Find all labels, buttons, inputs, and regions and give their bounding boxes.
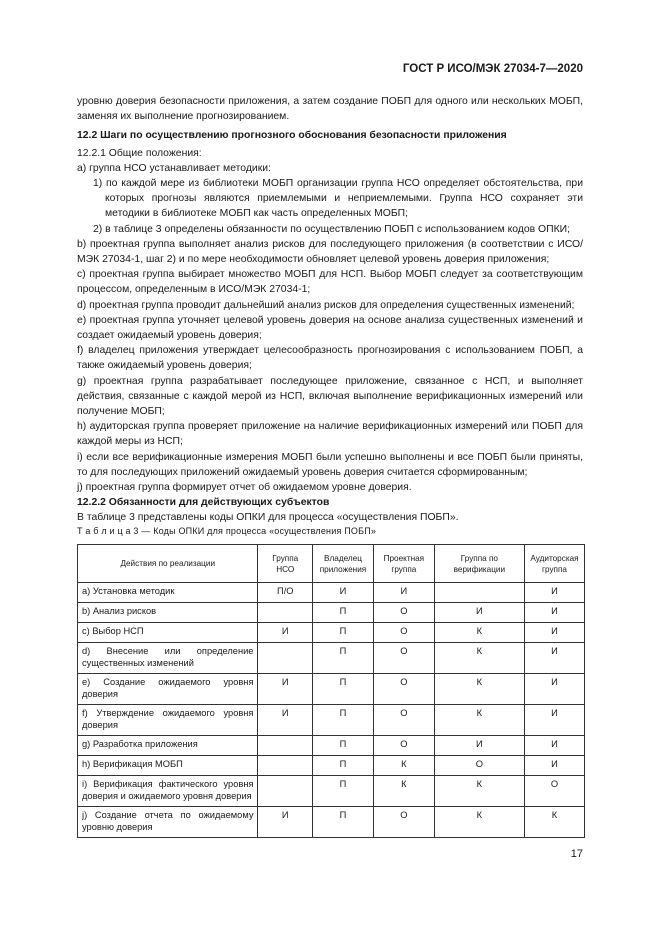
header-actions: Действия по реализации xyxy=(78,545,258,583)
table-header-row xyxy=(78,545,585,583)
table-row xyxy=(78,705,585,736)
table-row xyxy=(78,807,585,838)
table-cell-code: И xyxy=(434,603,524,623)
item-c: c) проектная группа выбирает множество МОБП для НСП. Выбор МОБП следует за соответствующим процессом, определенным в ИСО/МЭК 27034-1; xyxy=(77,269,583,296)
table-3 xyxy=(77,544,585,838)
table-cell-code xyxy=(258,603,313,623)
section-heading-12-2: 12.2 Шаги по осуществлению прогнозного обоснования безопасности приложения xyxy=(77,130,507,142)
table-cell-action: i) Верификация фактического уровня доверия и ожидаемого уровня доверия xyxy=(78,776,258,807)
table-cell-code xyxy=(258,776,313,807)
table-cell-code: О xyxy=(373,603,434,623)
table-row xyxy=(78,643,585,674)
table-cell-action: g) Разработка приложения xyxy=(78,736,258,756)
table-cell-code: И xyxy=(313,583,374,603)
table-row xyxy=(78,736,585,756)
document-header: ГОСТ Р ИСО/МЭК 27034-7—2020 xyxy=(402,63,583,75)
table-cell-code: П xyxy=(313,736,374,756)
table-cell-code: И xyxy=(525,736,585,756)
table-cell-code: К xyxy=(434,807,524,838)
clause-12-2-2-heading: 12.2.2 Обязанности для действующих субъектов xyxy=(77,497,330,509)
header-app-owner: Владелец приложения xyxy=(313,545,374,583)
table-cell-code: О xyxy=(373,674,434,705)
table-row xyxy=(78,603,585,623)
table-cell-code: О xyxy=(434,756,524,776)
table-row xyxy=(78,623,585,643)
item-a: a) группа НСО устанавливает методики: xyxy=(77,162,271,174)
table-cell-code: К xyxy=(434,674,524,705)
clause-12-2-1: 12.2.1 Общие положения: xyxy=(77,147,202,159)
table-cell-code: И xyxy=(258,705,313,736)
item-g: g) проектная группа разрабатывает последующее приложение, связанное с НСП, и выполняет действия, связанные с каждой мерой из НСП, включая выполнение верификационных измерений или получение МОБП; xyxy=(77,375,583,418)
item-e: e) проектная группа уточняет целевой уровень доверия на основе анализа существенных изменений и создает ожидаемый уровень доверия; xyxy=(77,314,583,342)
table-caption: Т а б л и ц а 3 — Коды ОПКИ для процесса «осуществления ПОБП» xyxy=(77,526,377,536)
item-d: d) проектная группа проводит дальнейший анализ рисков для определения существенных изменений; xyxy=(77,299,575,311)
table-cell-code: И xyxy=(373,583,434,603)
table-cell-code: К xyxy=(373,756,434,776)
item-a1: 1) по каждой мере из библиотеки МОБП организации группа НСО определяет обстоятельства, при которых прогнозы являются приемлемыми и неприемлемыми. Группа НСО сохраняет эти методики в библиотеке МОБП как часть определенных МОБП; xyxy=(93,178,583,220)
body-text xyxy=(77,94,583,526)
table-cell-action: e) Создание ожидаемого уровня доверия xyxy=(78,674,258,705)
table-cell-code: П/О xyxy=(258,583,313,603)
table-cell-code: П xyxy=(313,807,374,838)
table-cell-code: П xyxy=(313,705,374,736)
table-cell-code: К xyxy=(434,776,524,807)
table-cell-code: О xyxy=(373,705,434,736)
table-row xyxy=(78,583,585,603)
table-row xyxy=(78,776,585,807)
table-cell-code: И xyxy=(258,807,313,838)
intro-paragraph: уровню доверия безопасности приложения, а затем создание ПОБП для одного или нескольких МОБП, заменяя их выполнение прогнозированием. xyxy=(77,96,583,123)
header-verification-group: Группа по верификации xyxy=(434,545,524,583)
table-cell-action: b) Анализ рисков xyxy=(78,603,258,623)
table-cell-code: К xyxy=(525,807,585,838)
table-cell-code: К xyxy=(373,776,434,807)
table-cell-code: И xyxy=(258,674,313,705)
table-cell-code: О xyxy=(373,623,434,643)
table-cell-code xyxy=(258,756,313,776)
table-cell-code: П xyxy=(313,776,374,807)
header-project-group: Проектная группа xyxy=(373,545,434,583)
table-cell-code: И xyxy=(525,674,585,705)
table-cell-code: К xyxy=(434,643,524,674)
table-cell-code: П xyxy=(313,623,374,643)
table-cell-code: К xyxy=(434,623,524,643)
table-cell-code: К xyxy=(434,705,524,736)
table-cell-action: a) Установка методик xyxy=(78,583,258,603)
item-j: j) проектная группа формирует отчет об ожидаемом уровне доверия. xyxy=(77,482,412,494)
table-cell-code: И xyxy=(525,705,585,736)
header-audit-group: Аудиторская группа xyxy=(525,545,585,583)
table-row xyxy=(78,674,585,705)
table-cell-action: f) Утверждение ожидаемого уровня доверия xyxy=(78,705,258,736)
item-f: f) владелец приложения утверждает целесообразность прогнозирования с использованием ПОБП, а также ожидаемый уровень доверия; xyxy=(77,345,583,372)
table-row xyxy=(78,756,585,776)
table-cell-action: d) Внесение или определение существенных изменений xyxy=(78,643,258,674)
table-cell-code: И xyxy=(525,623,585,643)
item-b: b) проектная группа выполняет анализ рисков для последующего приложения (в соответствии с ИСО/МЭК 27034-1, шаг 2) и по мере необходимости обновляет целевой уровень доверия приложения; xyxy=(77,238,583,266)
header-nso-group: Группа НСО xyxy=(258,545,313,583)
table-cell-code: И xyxy=(434,736,524,756)
table-cell-code: П xyxy=(313,756,374,776)
item-a2: 2) в таблице 3 определены обязанности по осуществлению ПОБП с использованием кодов ОПКИ; xyxy=(93,223,571,235)
table-cell-code xyxy=(258,736,313,756)
table-cell-action: h) Верификация МОБП xyxy=(78,756,258,776)
table-cell-code: П xyxy=(313,674,374,705)
table-cell-code: О xyxy=(373,736,434,756)
table-cell-code xyxy=(258,643,313,674)
table-cell-code: И xyxy=(525,643,585,674)
table-cell-action: j) Создание отчета по ожидаемому уровню доверия xyxy=(78,807,258,838)
page-number: 17 xyxy=(570,848,583,860)
table-cell-code: И xyxy=(525,583,585,603)
item-h: h) аудиторская группа проверяет приложение на наличие верификационных измерений или ПОБП для каждой меры из НСП; xyxy=(77,421,583,448)
table-cell-code: О xyxy=(525,776,585,807)
table-cell-code xyxy=(434,583,524,603)
clause-12-2-2-text: В таблице 3 представлены коды ОПКИ для процесса «осуществления ПОБП». xyxy=(77,512,459,524)
table-cell-code: И xyxy=(525,756,585,776)
table-cell-code: И xyxy=(258,623,313,643)
item-i: i) если все верификационные измерения МОБП были успешно выполнены и все ПОБП были приняты, то для последующих приложений ожидаемый уровень доверия считается сформированным; xyxy=(77,451,583,478)
table-cell-code: П xyxy=(313,603,374,623)
table-cell-code: И xyxy=(525,603,585,623)
table-cell-action: c) Выбор НСП xyxy=(78,623,258,643)
table-cell-code: О xyxy=(373,643,434,674)
table-cell-code: П xyxy=(313,643,374,674)
table-cell-code: О xyxy=(373,807,434,838)
